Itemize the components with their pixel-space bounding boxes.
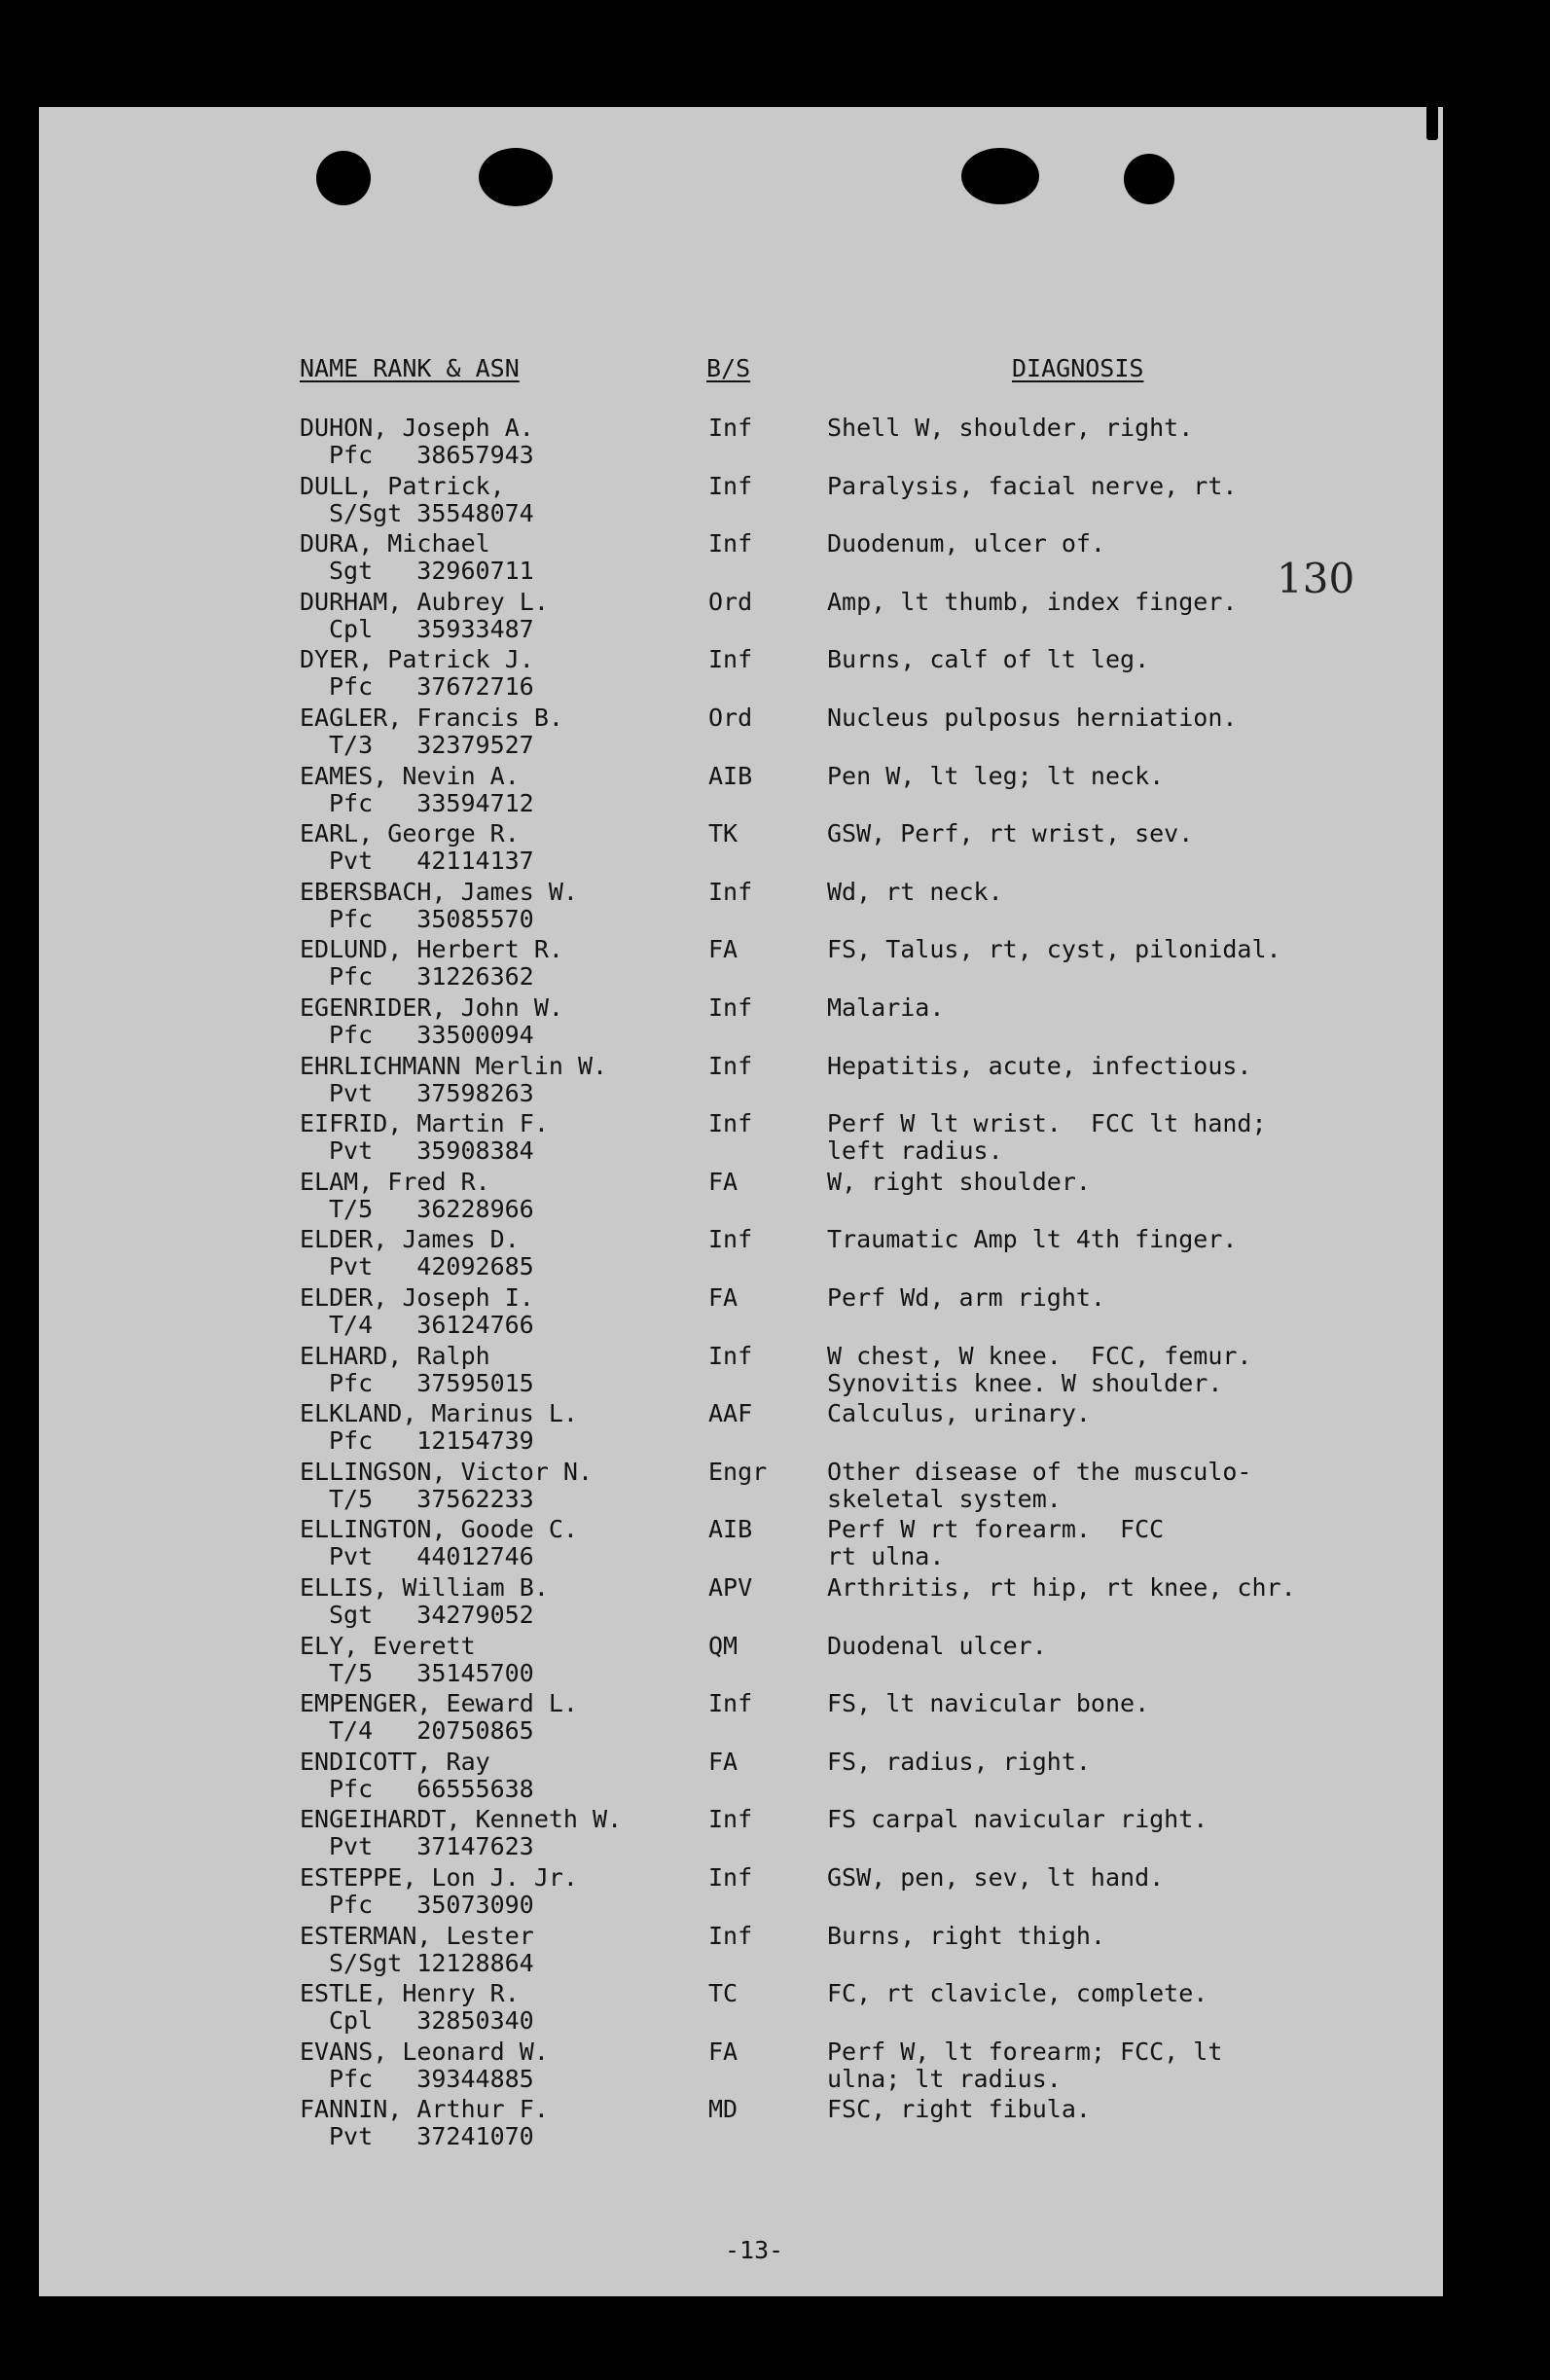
entry-name: DURA, Michael — [300, 529, 490, 559]
entry-diagnosis: Shell W, shoulder, right. — [827, 414, 1194, 442]
entry-branch: AIB — [708, 1515, 753, 1544]
entry-branch: TC — [708, 1979, 739, 2008]
entry-diagnosis: FS, lt navicular bone. — [827, 1689, 1150, 1718]
entry-rank-asn: T/5 35145700 — [329, 1658, 534, 1687]
entry-rank-asn: T/5 36228966 — [329, 1194, 534, 1223]
entry-diagnosis: Perf W rt forearm. FCC — [827, 1515, 1165, 1544]
entry-branch: FA — [708, 2037, 739, 2066]
table-row — [0, 1749, 1550, 1807]
entry-name: ENGEIHARDT, Kenneth W. — [300, 1805, 623, 1834]
entry-branch: Inf — [708, 1341, 753, 1370]
entry-branch: APV — [708, 1573, 753, 1602]
entry-name: EMPENGER, Eeward L. — [300, 1689, 578, 1718]
entry-rank-asn: Pvt 44012746 — [329, 1542, 534, 1571]
entry-rank-asn: Pfc 33500094 — [329, 1021, 534, 1049]
entry-diagnosis: Perf Wd, arm right. — [827, 1283, 1105, 1312]
entry-rank-asn: Pvt 42114137 — [329, 847, 534, 876]
entry-rank-asn: Cpl 35933487 — [329, 614, 534, 643]
entry-branch: MD — [708, 2095, 739, 2124]
entry-branch: QM — [708, 1631, 739, 1660]
entry-diagnosis: Calculus, urinary. — [827, 1399, 1091, 1428]
entry-branch: FA — [708, 935, 739, 964]
entry-branch: Inf — [708, 1051, 753, 1080]
table-row — [0, 1690, 1550, 1749]
entry-name: EARL, George R. — [300, 819, 520, 848]
entry-branch: Inf — [708, 877, 753, 906]
entry-name: FANNIN, Arthur F. — [300, 2095, 549, 2124]
table-row — [0, 1053, 1550, 1111]
entry-rank-asn: Pvt 35908384 — [329, 1136, 534, 1166]
entry-diagnosis-continued: ulna; lt radius. — [827, 2064, 1062, 2093]
entry-rank-asn: Cpl 32850340 — [329, 2006, 534, 2036]
entry-diagnosis: Perf W lt wrist. FCC lt hand; — [827, 1109, 1267, 1138]
entry-branch: AIB — [708, 761, 753, 790]
table-row — [0, 1400, 1550, 1459]
entry-name: ENDICOTT, Ray — [300, 1747, 490, 1776]
header-bs: B/S — [706, 354, 751, 382]
entry-rank-asn: T/3 32379527 — [329, 731, 534, 759]
table-row — [0, 1284, 1550, 1343]
entry-diagnosis: Wd, rt neck. — [827, 877, 1003, 906]
entry-rank-asn: Pfc 31226362 — [329, 962, 534, 992]
table-row — [0, 1169, 1550, 1227]
entry-branch: Inf — [708, 529, 753, 559]
entry-name: EAGLER, Francis B. — [300, 703, 563, 732]
entry-diagnosis: GSW, Perf, rt wrist, sev. — [827, 819, 1194, 848]
entry-diagnosis: Duodenal ulcer. — [827, 1631, 1047, 1660]
entry-rank-asn: T/5 37562233 — [329, 1484, 534, 1513]
entry-rank-asn: Pfc 37595015 — [329, 1368, 534, 1397]
entry-name: DURHAM, Aubrey L. — [300, 587, 549, 616]
entry-diagnosis: Hepatitis, acute, infectious. — [827, 1051, 1252, 1080]
entry-name: EBERSBACH, James W. — [300, 877, 578, 906]
entry-diagnosis: Amp, lt thumb, index finger. — [827, 587, 1238, 616]
entry-name: ESTERMAN, Lester — [300, 1921, 534, 1950]
table-row — [0, 646, 1550, 704]
entry-diagnosis: Traumatic Amp lt 4th finger. — [827, 1225, 1238, 1254]
entry-diagnosis: Nucleus pulposus herniation. — [827, 703, 1238, 732]
entry-name: EAMES, Nevin A. — [300, 761, 520, 790]
entry-diagnosis-continued: rt ulna. — [827, 1542, 945, 1571]
entry-branch: Inf — [708, 1863, 753, 1892]
table-row — [0, 1343, 1550, 1401]
page-number: -13- — [725, 2236, 784, 2264]
entry-branch: Ord — [708, 703, 753, 732]
entry-diagnosis: FS, Talus, rt, cyst, pilonidal. — [827, 935, 1281, 964]
entry-branch: FA — [708, 1167, 739, 1196]
table-row — [0, 763, 1550, 821]
table-row — [0, 530, 1550, 589]
entry-name: EIFRID, Martin F. — [300, 1109, 549, 1138]
table-row — [0, 2096, 1550, 2154]
entry-rank-asn: Sgt 32960711 — [329, 557, 534, 586]
header-diagnosis: DIAGNOSIS — [1012, 354, 1144, 382]
entry-diagnosis: Burns, calf of lt leg. — [827, 645, 1150, 674]
header-name-rank-asn: NAME RANK & ASN — [300, 354, 520, 382]
table-row — [0, 415, 1550, 473]
entry-name: EGENRIDER, John W. — [300, 993, 563, 1022]
table-row — [0, 879, 1550, 937]
entry-rank-asn: Pfc 38657943 — [329, 441, 534, 469]
entry-diagnosis: W, right shoulder. — [827, 1167, 1091, 1196]
entry-name: ELDER, Joseph I. — [300, 1283, 534, 1312]
entry-branch: Inf — [708, 1109, 753, 1138]
entry-name: ELKLAND, Marinus L. — [300, 1399, 578, 1428]
entry-rank-asn: Pvt 37241070 — [329, 2122, 534, 2151]
table-row — [0, 473, 1550, 531]
entry-branch: Inf — [708, 1225, 753, 1254]
entry-name: ELLINGTON, Goode C. — [300, 1515, 578, 1544]
entry-rank-asn: Pfc 12154739 — [329, 1426, 534, 1456]
table-row — [0, 2038, 1550, 2097]
table-row — [0, 704, 1550, 763]
entry-name: ESTLE, Henry R. — [300, 1979, 520, 2008]
entry-name: ELLIS, William B. — [300, 1573, 549, 1602]
entry-rank-asn: S/Sgt 35548074 — [329, 498, 534, 527]
entry-name: ELDER, James D. — [300, 1225, 520, 1254]
entry-name: DYER, Patrick J. — [300, 645, 534, 674]
entry-rank-asn: Pvt 42092685 — [329, 1252, 534, 1281]
entry-branch: Inf — [708, 1805, 753, 1834]
entry-rank-asn: Pfc 35085570 — [329, 904, 534, 933]
entry-diagnosis: FS, radius, right. — [827, 1747, 1091, 1776]
entry-rank-asn: T/4 36124766 — [329, 1311, 534, 1339]
entry-rank-asn: Pfc 39344885 — [329, 2064, 534, 2093]
table-row — [0, 936, 1550, 994]
entry-diagnosis: FSC, right fibula. — [827, 2095, 1091, 2124]
entry-branch: Engr — [708, 1457, 768, 1486]
entry-branch: Inf — [708, 471, 753, 500]
entry-branch: TK — [708, 819, 739, 848]
table-row — [0, 820, 1550, 879]
entry-name: DULL, Patrick, — [300, 471, 505, 500]
entry-diagnosis: Duodenum, ulcer of. — [827, 529, 1105, 559]
entry-diagnosis: GSW, pen, sev, lt hand. — [827, 1863, 1165, 1892]
entry-diagnosis: FS carpal navicular right. — [827, 1805, 1208, 1834]
entry-name: DUHON, Joseph A. — [300, 414, 534, 442]
table-row — [0, 1806, 1550, 1864]
entry-name: ELHARD, Ralph — [300, 1341, 490, 1370]
table-row — [0, 1574, 1550, 1633]
entry-rank-asn: T/4 20750865 — [329, 1716, 534, 1746]
entry-diagnosis-continued: left radius. — [827, 1136, 1003, 1166]
table-row — [0, 589, 1550, 647]
entry-diagnosis-continued: Synovitis knee. W shoulder. — [827, 1368, 1223, 1397]
entry-diagnosis: Paralysis, facial nerve, rt. — [827, 471, 1238, 500]
entry-branch: Ord — [708, 587, 753, 616]
entry-branch: Inf — [708, 1689, 753, 1718]
entry-branch: Inf — [708, 1921, 753, 1950]
entry-name: ESTEPPE, Lon J. Jr. — [300, 1863, 578, 1892]
entry-diagnosis: FC, rt clavicle, complete. — [827, 1979, 1208, 2008]
entry-diagnosis: Perf W, lt forearm; FCC, lt — [827, 2037, 1223, 2066]
entry-branch: FA — [708, 1747, 739, 1776]
entry-diagnosis: Arthritis, rt hip, rt knee, chr. — [827, 1573, 1296, 1602]
table-row — [0, 1226, 1550, 1284]
table-row — [0, 1110, 1550, 1169]
table-row — [0, 994, 1550, 1053]
entry-branch: Inf — [708, 414, 753, 442]
margin-note: 130 — [1277, 555, 1355, 602]
entry-name: ELLINGSON, Victor N. — [300, 1457, 594, 1486]
entry-diagnosis: Malaria. — [827, 993, 945, 1022]
entry-name: EDLUND, Herbert R. — [300, 935, 563, 964]
entry-name: ELAM, Fred R. — [300, 1167, 490, 1196]
table-row — [0, 1923, 1550, 1981]
entry-rank-asn: Pfc 66555638 — [329, 1774, 534, 1803]
table-row — [0, 1633, 1550, 1691]
table-row — [0, 1516, 1550, 1574]
entry-rank-asn: Pvt 37598263 — [329, 1078, 534, 1107]
entry-branch: FA — [708, 1283, 739, 1312]
entry-rank-asn: Sgt 34279052 — [329, 1601, 534, 1629]
entry-rank-asn: Pfc 37672716 — [329, 672, 534, 702]
entry-rank-asn: Pfc 35073090 — [329, 1891, 534, 1919]
entry-name: EVANS, Leonard W. — [300, 2037, 549, 2066]
entry-diagnosis: Other disease of the musculo- — [827, 1457, 1252, 1486]
entry-name: ELY, Everett — [300, 1631, 476, 1660]
entry-branch: AAF — [708, 1399, 753, 1428]
entry-diagnosis: W chest, W knee. FCC, femur. — [827, 1341, 1252, 1370]
entry-branch: Inf — [708, 993, 753, 1022]
entry-rank-asn: S/Sgt 12128864 — [329, 1948, 534, 1977]
entry-diagnosis-continued: skeletal system. — [827, 1484, 1062, 1513]
entry-rank-asn: Pfc 33594712 — [329, 788, 534, 817]
entry-diagnosis: Pen W, lt leg; lt neck. — [827, 761, 1165, 790]
entry-name: EHRLICHMANN Merlin W. — [300, 1051, 608, 1080]
entry-branch: Inf — [708, 645, 753, 674]
table-row — [0, 1459, 1550, 1517]
table-row — [0, 1980, 1550, 2038]
entry-diagnosis: Burns, right thigh. — [827, 1921, 1105, 1950]
entry-rank-asn: Pvt 37147623 — [329, 1832, 534, 1861]
table-row — [0, 1864, 1550, 1923]
